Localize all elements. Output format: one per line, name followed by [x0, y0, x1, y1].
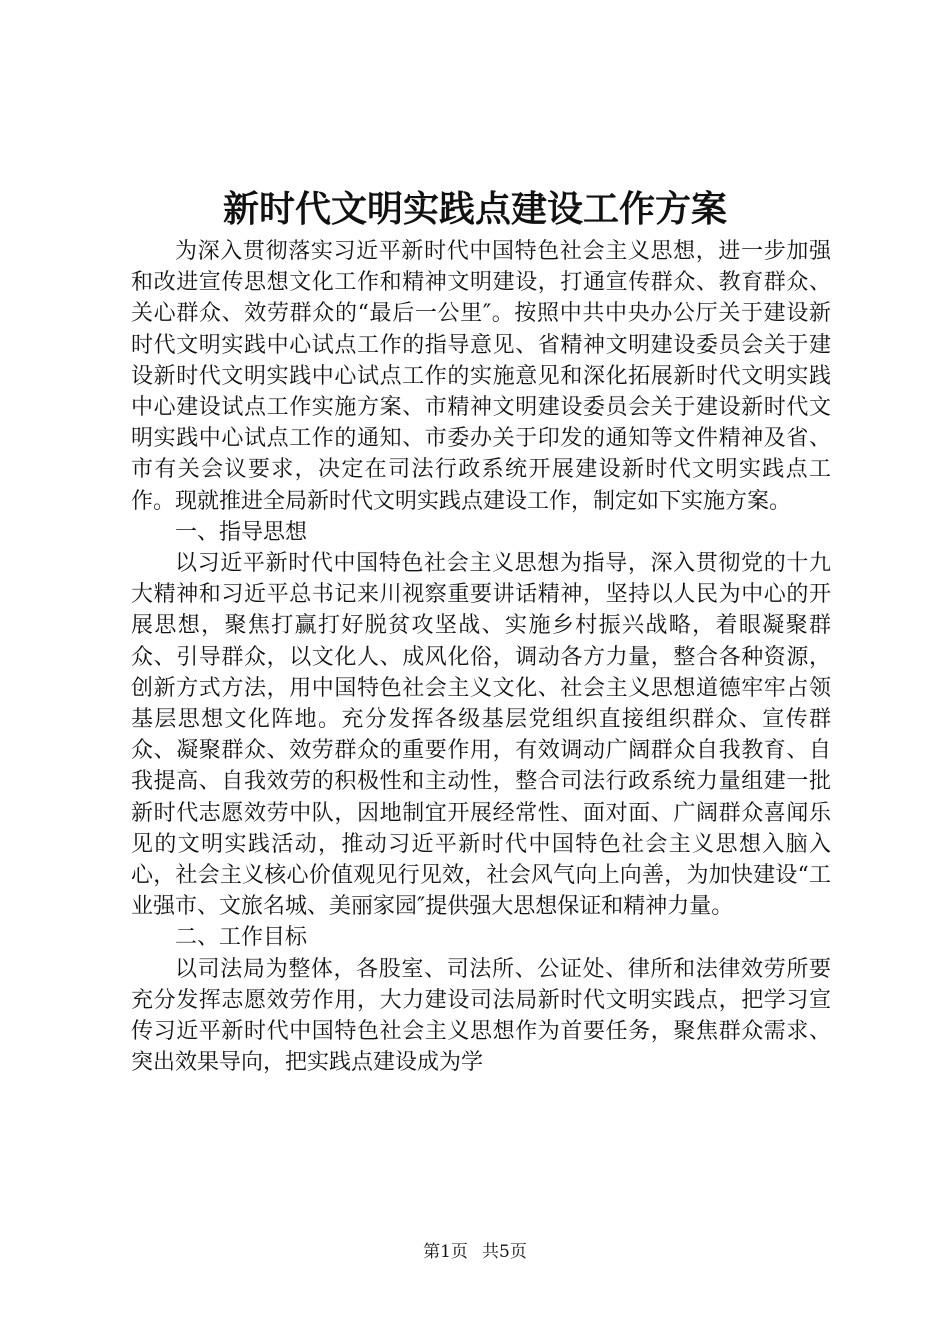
page-footer [0, 1240, 950, 1264]
paragraph-work-goals: 以司法局为整体，各股室、司法所、公证处、律所和法律效劳所要充分发挥志愿效劳作用，大力建设司法局新时代文明实践点，把学习宣传习近平新时代中国特色社会主义思想作为首要任务，聚焦群众需求、突出效果导向，把实践点建设成为学 [131, 956, 831, 1076]
paragraph-guiding-ideology: 以习近平新时代中国特色社会主义思想为指导，深入贯彻党的十九大精神和习近平总书记来川视察重要讲话精神，坚持以人民为中心的开展思想，聚焦打赢打好脱贫攻坚战、实施乡村振兴战略，着眼凝聚群众、引导群众，以文化人、成风化俗，调动各方力量，整合各种资源，创新方式方法，用中国特色社会主义文化、社会主义思想道德牢牢占领基层思想文化阵地。充分发挥各级基层党组织直接组织群众、宣传群众、凝聚群众、效劳群众的重要作用，有效调动广阔群众自我教育、自我提高、自我效劳的积极性和主动性，整合司法行政系统力量组建一批新时代志愿效劳中队，因地制宜开展经常性、面对面、广阔群众喜闻乐见的文明实践活动，推动习近平新时代中国特色社会主义思想入脑入心，社会主义核心价值观见行见效，社会风气向上向善，为加快建设“工业强市、文旅名城、美丽家园″提供强大思想保证和精神力量。 [131, 551, 831, 920]
section-heading-work-goals: 二、工作目标 [175, 925, 308, 951]
paragraph-intro: 为深入贯彻落实习近平新时代中国特色社会主义思想，进一步加强和改进宣传思想文化工作和精神文明建设，打通宣传群众、教育群众、关心群众、效劳群众的“最后一公里″。按照中共中央办公厅关于建设新时代文明实践中心试点工作的指导意见、省精神文明建设委员会关于建设新时代文明实践中心试点工作的实施意见和深化拓展新时代文明实践中心建设试点工作实施方案、市精神文明建设委员会关于建设新时代文明实践中心试点工作的通知、市委办关于印发的通知等文件精神及省、市有关会议要求，决定在司法行政系统开展建设新时代文明实践点工作。现就推进全局新时代文明实践点建设工作，制定如下实施方案。 [131, 239, 831, 514]
page-number: 第1页 [423, 1242, 468, 1262]
page-total: 共5页 [482, 1242, 527, 1262]
section-heading-guiding-ideology: 一、指导思想 [175, 519, 308, 545]
document-title: 新时代文明实践点建设工作方案 [222, 188, 727, 230]
document-body [131, 236, 831, 1078]
